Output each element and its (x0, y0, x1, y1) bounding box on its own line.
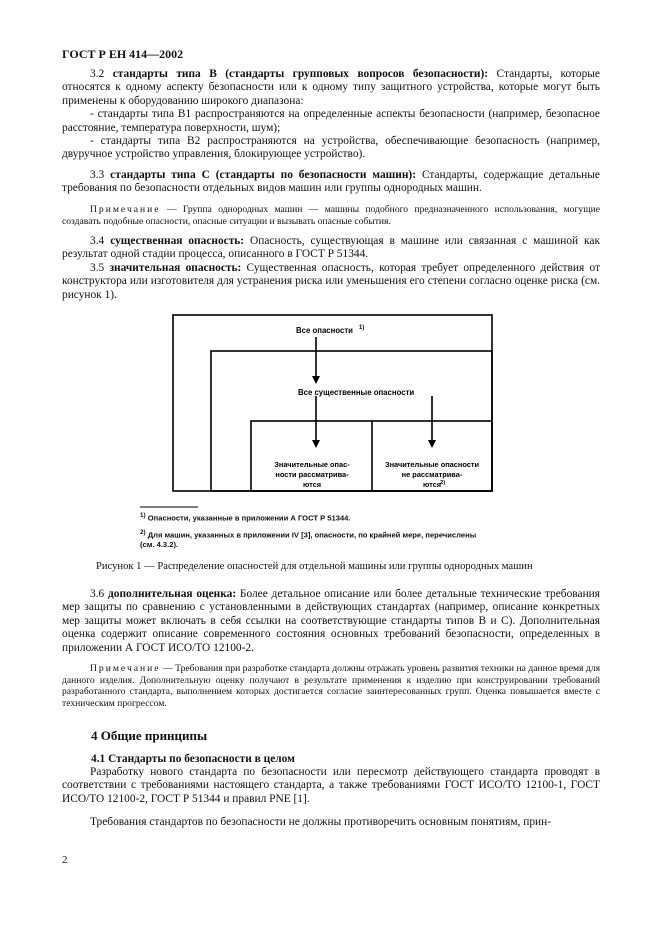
label-all-hazards: Все опасности (296, 326, 353, 335)
clause-number: 3.3 (90, 169, 105, 181)
definition: Стандарты, которые относятся к одному аспекту безопасности или к одному типу защитного устройства, которые могут быть применены к оборудованию широкого диапазона: (62, 68, 600, 107)
paragraph-4-1-1 (62, 766, 600, 806)
arrow-down-icon (312, 440, 320, 448)
label-significant-left-2: ности рассматрива- (275, 470, 349, 479)
label-relevant-hazards: Все существенные опасности (298, 388, 415, 397)
figure-footnote-2 (140, 528, 540, 550)
paragraph-3-6 (62, 588, 600, 655)
label-significant-left-3: ются (302, 480, 322, 489)
relevant-hazards-box (211, 351, 492, 491)
note-1 (62, 204, 600, 227)
term: существенная опасность: (110, 235, 245, 247)
subsection-4-1-title: 4.1 Стандарты по безопасности в целом (91, 753, 295, 765)
label-significant-right-3: ются (422, 480, 442, 489)
section-4-title: 4 Общие принципы (91, 728, 208, 743)
clause-number: 3.5 (90, 262, 105, 274)
footnote-text: Опасности, указанные в приложении А ГОСТ Р 51344. (147, 513, 351, 523)
definition: Существенная опасность, которая требует определенного действия от конструктора или изготовителя для устранения риска или уменьшения его степени согласно оценке риска (см. рисунок 1). (62, 262, 600, 301)
paragraph-3-5 (62, 262, 600, 302)
bullet-b1: - стандарты типа В1 распространяются на определенные аспекты безопасности (например, безопасное расстояние, температура поверхности, шум); (62, 108, 600, 134)
term: дополнительная оценка: (108, 588, 237, 600)
clause-number: 3.6 (90, 588, 105, 600)
arrow-down-icon (428, 440, 436, 448)
clause-number: 3.2 (90, 68, 105, 80)
page-number: 2 (62, 854, 68, 866)
body-text: Разработку нового стандарта по безопасности или пересмотр действующего стандарта проводят в соответствии с требованиями настоящего стандарта, а также требованиями ГОСТ ИСО/ТО 12100-1, ГОСТ ИСО/ТО 12100-2, ГОСТ Р 51344 и правил PNE [1]. (62, 766, 600, 805)
footnote-mark: 1) (140, 512, 146, 519)
figure-caption: Рисунок 1 — Распределение опасностей для отдельной машины или группы однородных машин (96, 561, 533, 572)
definition: Стандарты, содержащие детальные требования по безопасности отдельных видов машин или группы однородных машин. (62, 169, 600, 195)
body-text: Требования стандартов по безопасности не должны противоречить основным понятиям, прин- (90, 816, 551, 828)
document-header: ГОСТ Р ЕН 414—2002 (62, 47, 184, 61)
footnote-text: Для машин, указанных в приложении IV [3], опасности, по крайней мере, перечислены (147, 530, 477, 540)
definition: Более детальное описание или более детальные технические требования мер защиты по сравнению с установленными в действующих стандартах (например, описание конкретных мер защиты может включать в себя ссылки на соответствующие стандарты типов В и С). Дополнительная оценка содержит описание современного состояния основных требований безопасности, определенных в приложении А ГОСТ ИСО/ТО 12100-2. (62, 588, 600, 654)
label-significant-left-1: Значительные опас- (274, 460, 350, 469)
clause-number: 3.4 (90, 235, 105, 247)
paragraph-4-1-2 (62, 816, 600, 829)
figure-footnote-1 (140, 511, 540, 523)
all-hazards-box (173, 315, 492, 491)
label-significant-right-1: Значительные опасности (384, 460, 480, 469)
label-all-hazards-sup: 1) (359, 325, 365, 331)
arrow-down-icon (312, 376, 320, 384)
note-label: Примечание (90, 663, 161, 674)
definition: Опасность, существующая в машине или связанная с машиной как результат одной стадии процесса, описанного в ГОСТ Р 51344. (62, 235, 600, 261)
term: стандарты типа В (стандарты групповых вопросов безопасности): (112, 68, 489, 80)
term: стандарты типа С (стандарты по безопасности машин): (110, 169, 417, 181)
term: значительная опасность: (109, 262, 242, 274)
footnote-mark: 2) (140, 529, 146, 536)
label-significant-right-2: не рассматрива- (401, 470, 463, 479)
note-text: — Группа однородных машин — машины подобного предназначенного использования, могущие создавать подобные опасности, опасные ситуации и вызывать опасные события. (62, 204, 600, 227)
paragraph-3-2 (62, 68, 600, 162)
note-label: Примечание (90, 204, 161, 215)
significant-hazards-box (251, 421, 492, 491)
paragraph-3-4 (62, 235, 600, 262)
label-significant-right-sup: 2) (440, 480, 446, 486)
note-2 (62, 663, 600, 709)
paragraph-3-3 (62, 169, 600, 196)
bullet-b2: - стандарты типа В2 распространяются на устройства, обеспечивающие безопасность (например, двуручное устройство управления, блокирующее устройство). (62, 135, 600, 161)
footnote-text-cont: (см. 4.3.2). (140, 540, 179, 550)
note-text: — Требования при разработке стандарта должны отражать уровень развития техники на данное время для данного изделия. Дополнительную оценку получают в результате применения к изделию при конструировании требований разработанного стандарта, выполнением которых достигается согласие заинтересованных групп. Оценка повышается вместе с техническим прогрессом. (62, 663, 600, 709)
